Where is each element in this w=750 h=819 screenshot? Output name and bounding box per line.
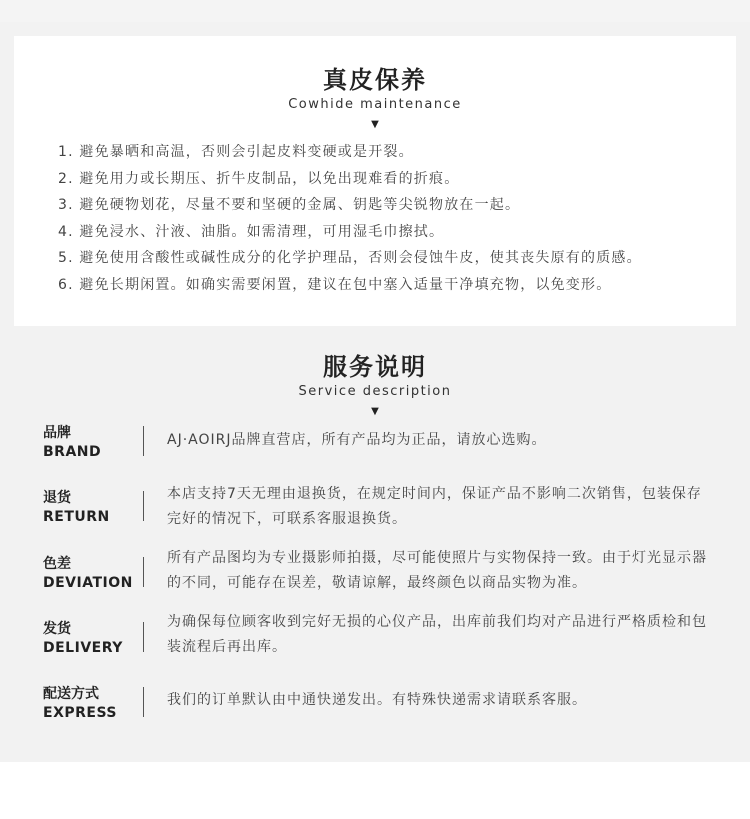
service-label <box>43 424 101 462</box>
service-text: 所有产品图均为专业摄影师拍摄，尽可能使照片与实物保持一致。由于灯光显示器的不同，可能存在误差，敬请谅解，最终颜色以商品实物为准。 <box>167 550 707 591</box>
service-text: 本店支持7天无理由退换货，在规定时间内，保证产品不影响二次销售，包装保存完好的情况下，可联系客服退换货。 <box>167 486 702 527</box>
care-item: 1. 避免暴晒和高温，否则会引起皮料变硬或是开裂。 <box>58 144 414 160</box>
service-divider <box>143 687 144 717</box>
service-divider <box>143 426 144 456</box>
service-label <box>43 685 117 723</box>
service-label-en: RETURN <box>43 509 110 525</box>
service-text: 为确保每位顾客收到完好无损的心仪产品，出库前我们均对产品进行严格质检和包装流程后再出库。 <box>167 614 707 655</box>
care-item: 3. 避免硬物划花，尽量不要和坚硬的金属、钥匙等尖锐物放在一起。 <box>58 197 521 213</box>
service-text: AJ·AOIRJ品牌直营店，所有产品均为正品，请放心选购。 <box>167 432 547 448</box>
service-label-en: EXPRESS <box>43 705 117 721</box>
service-title-en: Service description <box>298 384 452 399</box>
service-label-en: BRAND <box>43 444 102 460</box>
service-label-en: DEVIATION <box>43 575 133 591</box>
service-title-zh: 服务说明 <box>323 353 427 381</box>
top-band <box>0 0 750 22</box>
care-item: 5. 避免使用含酸性或碱性成分的化学护理品，否则会侵蚀牛皮，使其丧失原有的质感。 <box>58 250 642 266</box>
service-text: 我们的订单默认由中通快递发出。有特殊快递需求请联系客服。 <box>167 692 587 708</box>
service-label-zh: 配送方式 <box>43 686 99 702</box>
service-label-zh: 发货 <box>43 621 71 637</box>
care-item: 2. 避免用力或长期压、折牛皮制品，以免出现难看的折痕。 <box>58 170 460 187</box>
service-label-zh: 品牌 <box>43 425 71 441</box>
care-list <box>58 139 728 298</box>
care-item: 4. 避免浸水、汁液、油脂。如需清理，可用湿毛巾擦拭。 <box>58 223 445 240</box>
service-label-en: DELIVERY <box>43 640 123 656</box>
service-label <box>43 555 133 593</box>
care-title-zh: 真皮保养 <box>323 66 427 94</box>
service-label-zh: 色差 <box>43 556 71 572</box>
care-title-en: Cowhide maintenance <box>288 97 462 112</box>
service-arrow-down-icon: ▼ <box>371 406 379 417</box>
service-divider <box>143 622 144 652</box>
service-label-zh: 退货 <box>43 490 71 506</box>
service-divider <box>143 491 144 521</box>
care-item: 6. 避免长期闲置。如确实需要闲置，建议在包中塞入适量干净填充物，以免变形。 <box>58 276 612 293</box>
service-divider <box>143 557 144 587</box>
service-label <box>43 620 123 658</box>
care-heading <box>0 65 750 131</box>
care-arrow-down-icon: ▼ <box>371 119 379 130</box>
service-label <box>43 489 110 527</box>
service-heading <box>0 352 750 418</box>
